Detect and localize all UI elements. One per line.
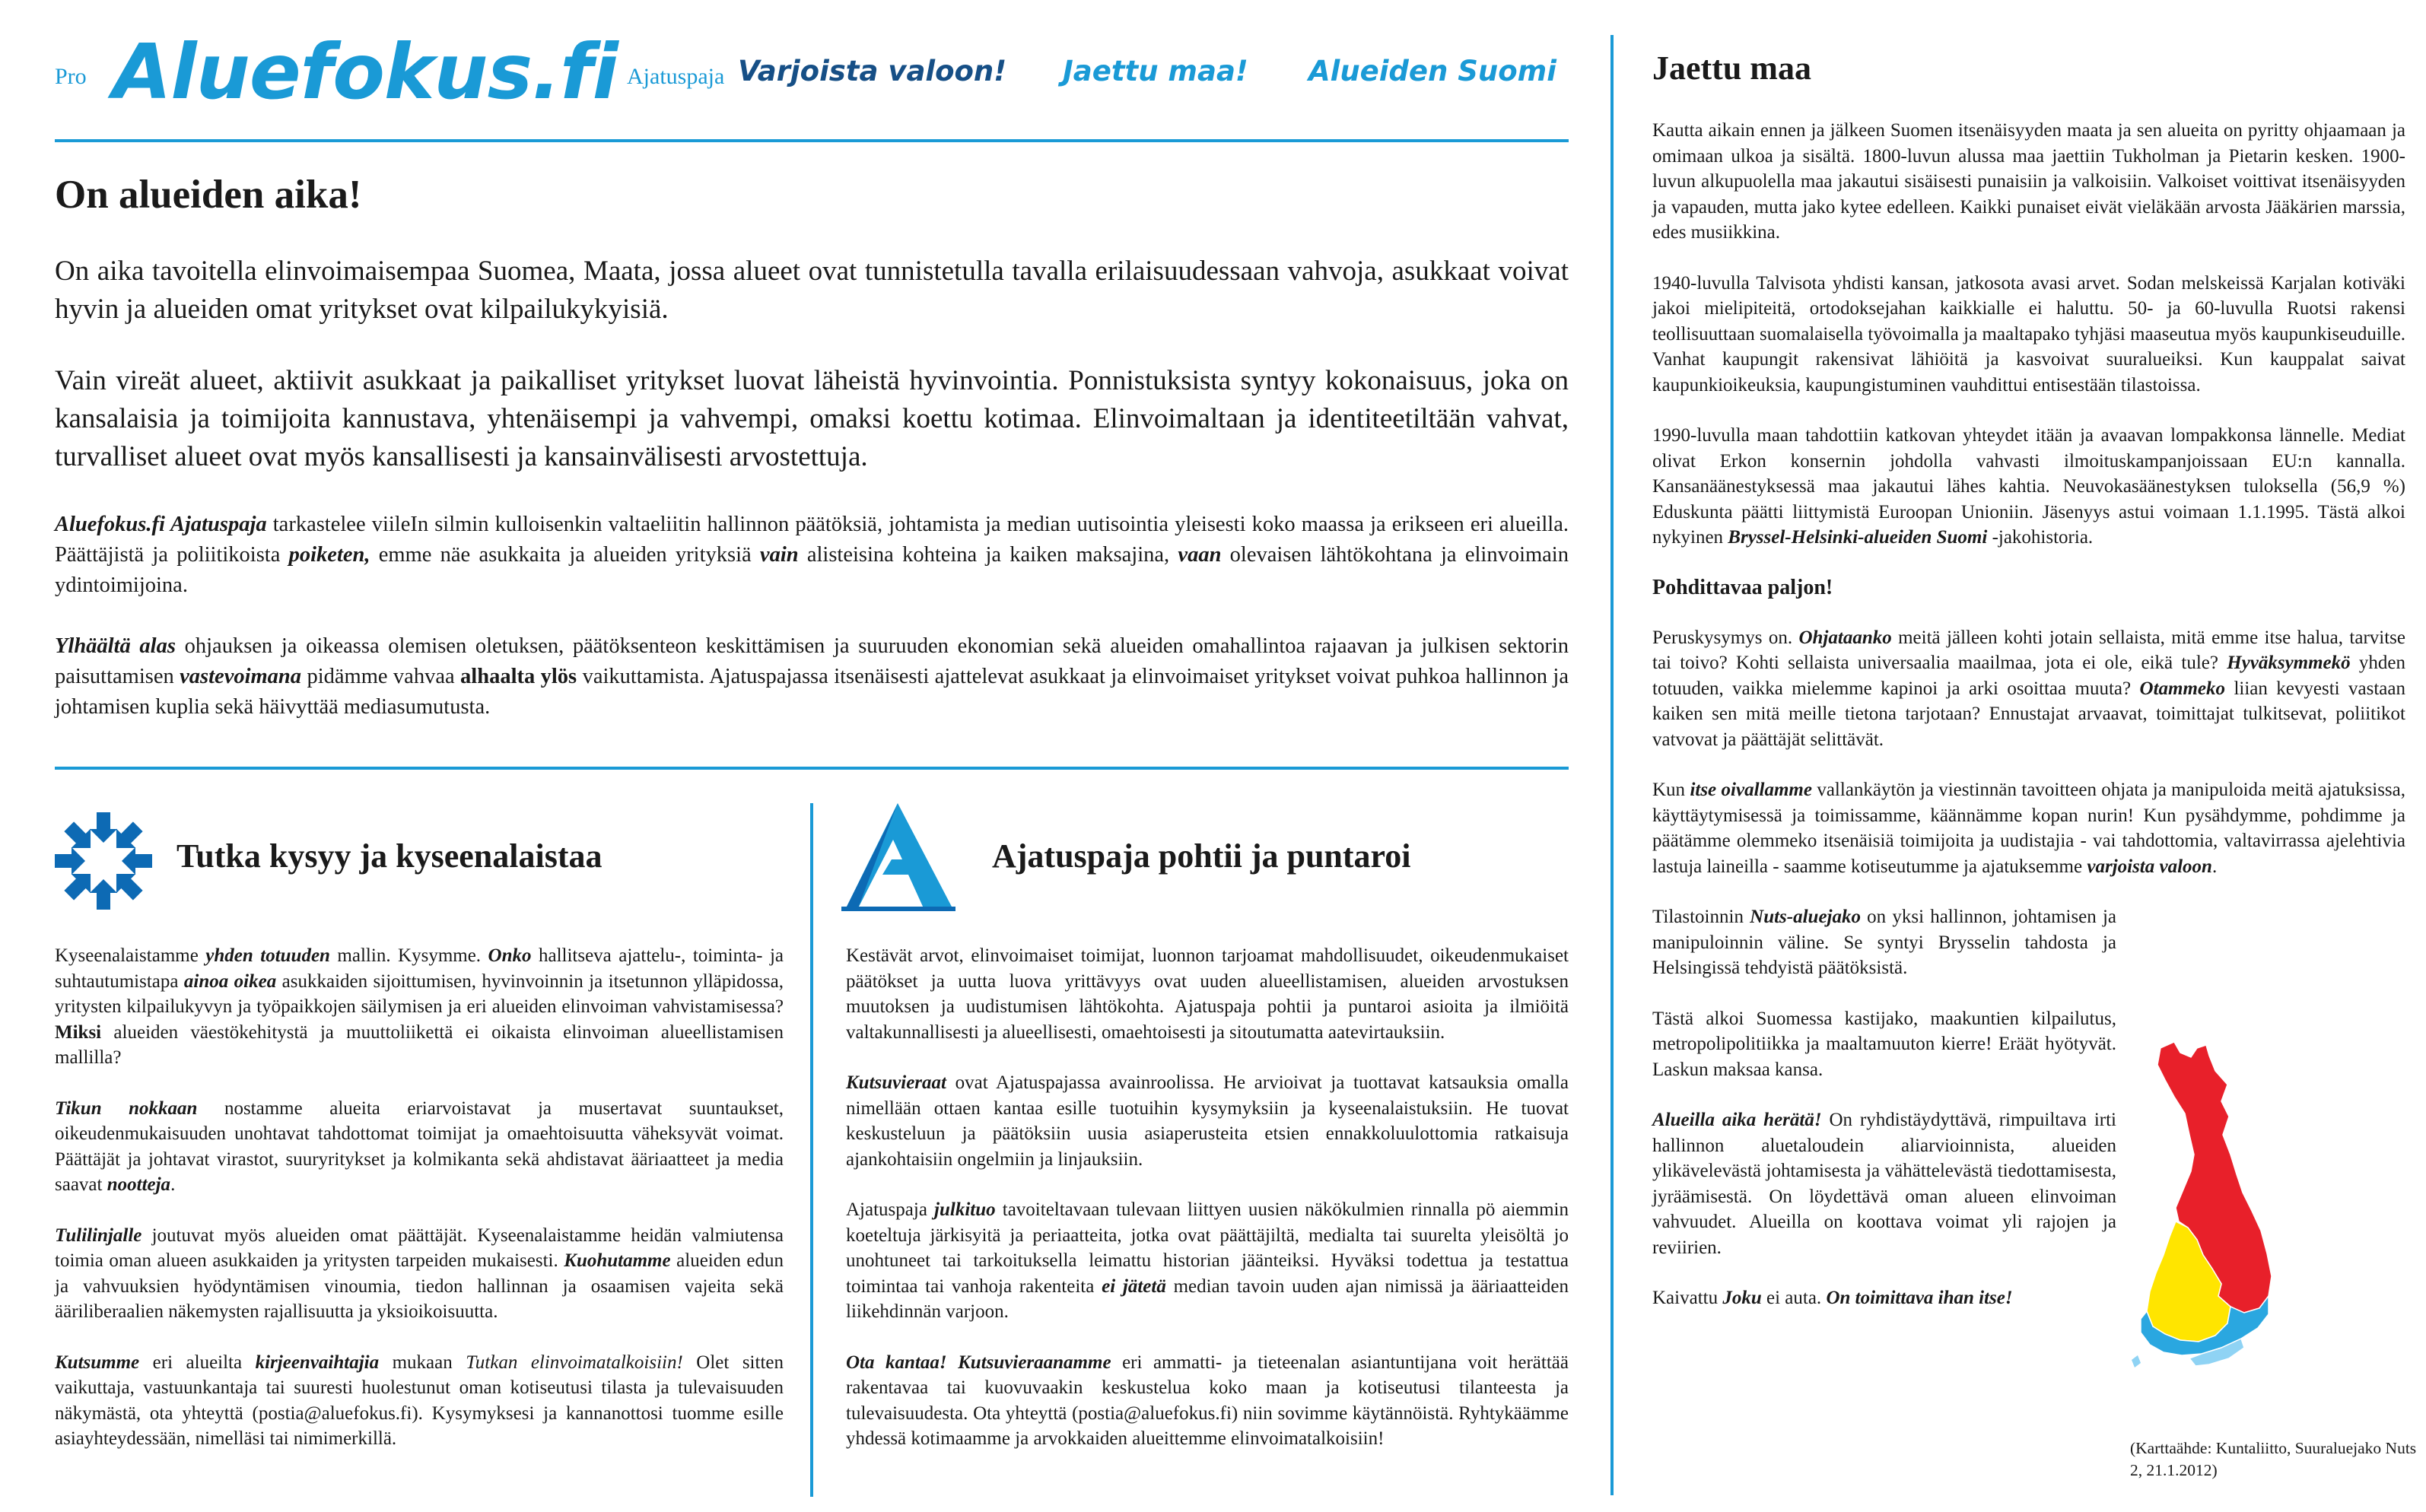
ajatuspaja-column [846, 808, 1569, 1477]
pohdittavaa-heading: Pohdittavaa paljon! [1652, 575, 1833, 599]
ajatuspaja-header [846, 808, 1569, 914]
jaettu-maa-paragraph-4: Peruskysymys on. Ohjataanko meitä jälleen kohti jotain sellaista, mitä emme itse halua, tarvitse tai toivo? Kohti sellaista universaalia maailmaa, jota ei ole, eikä tule? Hyväksymmekö yhden totuuden, vaikka mielemme kapinoi ja arki osoittaa muuta? Otammeko liian kevyesti vastaan kaiken sen mitä meille tietona tarjotaan? Ennustajat arvaavat, toimittajat tulkitsevat, poliitikot vatvovat ja päättäjät selittävät. [1652, 627, 2405, 750]
ajatuspaja-paragraph-1: Kestävät arvot, elinvoimaiset toimijat, luonnon tarjoamat mahdollisuudet, oikeudenmukaiset päätökset ja uutta luova yrittävyys ovat uuden alueellistamisen, alueiden arvostuksen muutoksen ja uudistumisen lähtökohta. Ajatuspaja pohtii ja puntaroi asioita ja ilmiöitä valtakunnallisesti ja alueellisesti, omaehtoisesti ja sitoutumatta aatevirtauksiin. [846, 945, 1569, 1043]
ajatuspaja-paragraph-3: Ajatuspaja julkituo tavoiteltavaan tulevaan liittyen uusien näkökulmien rinnalla pö aiemmin koeteltuja järkisyitä ja periaatteita, jotka ovat päättäjiltä, medialta tai suurelta yleisöltä jo unohtuneet tai tarkoituksella leimattu historian jäänteiksi. Hyväksi todettua ja testattua toimintaa tai vanhoja rakenteita ei jätetä median tavoin uuden ajan nimissä ja ääriaatteiden liikehdinnän varjoon. [846, 1199, 1569, 1322]
intro-paragraph-2: Ylhäältä alas ohjauksen ja oikeassa olemisen oletuksen, päätöksenteon keskittämisen ja suuruuden ekonomian sekä alueiden omahallintoa rajaavan ja julkisen sektorin paisuttamisen vastevoimana pidämme vahvaa alhaalta ylös vaikuttamista. Ajatuspajassa itsenäisesti ajattelevat asukkaat ja elinvoimaiset yritykset voivat puhkoa hallinnon ja johtamisen kuplia sekä häivyttää mediasumutusta. [55, 634, 1569, 719]
map-region-aland [2132, 1355, 2141, 1367]
ajatuspaja-paragraph-2: Kutsuvieraat ovat Ajatuspajassa avainroolissa. He arvioivat ja tuottavat katsauksia omalla nimellään ottaen kantaa esille tuotuihin kysymyksiin ja kyseenalaistuksiin. He tuovat keskusteluun ja päätöksiin uusia asiaperusteita etsien ennakkoluulottomia ratkaisuja ajankohtaisiin ongelmiin ja linjauksiin. [846, 1072, 1569, 1170]
tutka-paragraph-3: Tulilinjalle joutuvat myös alueiden omat päättäjät. Kyseenalaistamme heidän valmiutensa toimia oman alueen asukkaiden ja yritysten tarpeiden mukaisesti. Kuohutamme alueiden edun ja vahvuuksien hyödyntämisen vinoumia, tiedon hallinnan ja osaamisen vajeita sekä ääriliberaalien näkemysten rajallisuutta ja yksioikoisuutta. [55, 1225, 784, 1322]
ajatuspaja-title: Ajatuspaja pohtii ja puntaroi [992, 837, 1411, 875]
tutka-paragraph-4: Kutsumme eri alueilta kirjeenvaihtajia mukaan Tutkan elinvoimatalkoisiin! Olet sitten vaikuttaja, vastuunkantaja tai suuresti huolestunut oman kotiseutusi tilasta ja tulevaisuuden näkymästä, ota yhteyttä (postia@aluefokus.fi). Kysymyksesi ja kannanottosi tuomme esille asiayhteydessään, nimelläsi tai nimimerkillä. [55, 1352, 784, 1449]
logo-prefix: Pro [55, 64, 87, 89]
nav-link-varjoista-valoon[interactable]: Varjoista valoon! [738, 55, 1007, 87]
jaettu-maa-paragraph-2: 1940-luvulla Talvisota yhdisti kansan, jatkosota avasi arvet. Sodan melskeissä Karjalan kotiväki jakoi mielipiteitä, ortodoksejahan kaikkialle ei haluttu. 50- ja 60-luvulla Ruotsi rakensi teollisuuttaan suomalaisella työvoimalla ja maaltapako tyhjäsi maaseutua myös kaupunkiseuduille. Vanhat kaupungit rakensivat lähiöitä ja kasvoivat suuralueiksi. Kun kauppalat saivat kaupunkioikeuksia, kaupungistuminen vauhdittui entisestään tilastoissa. [1652, 272, 2405, 395]
column-divider-right [1610, 35, 1614, 1495]
intro-section [55, 172, 1569, 753]
logo-suffix: Ajatuspaja [627, 64, 725, 89]
page-title: On alueiden aika! [55, 173, 362, 217]
jaettu-maa-paragraph-5: Kun itse oivallamme vallankäytön ja viestinnän tavoitteen ohjata ja manipuloida meitä ajatuksissa, käyttäytymisessä ja toimissamme, käännämme kopan nurin! Kun pysähdymme, pohdimme ja päätämme olemmeko itsenäisiä toimijoita ja uudistajia - vai tahdottomia, valtavirrassa ajelehtivia lastuja laineilla - saamme kotiseutumme ja ajatuksemme varjoista valoon. [1652, 780, 2405, 877]
header-divider [55, 139, 1569, 142]
map-caption: (Karttaähde: Kuntaliitto, Suuraluejako Nuts 2, 21.1.2012) [2130, 1439, 2417, 1479]
site-logo[interactable]: Aluefokus.fi [113, 27, 618, 116]
intro-lead-1: On aika tavoitella elinvoimaisempaa Suomea, Maata, jossa alueet ovat tunnistetulla tavalla erilaisuudessaan vahvoja, asukkaat voivat hyvin ja alueiden omat yritykset ovat kilpailukykyisiä. [55, 256, 1569, 325]
intro-paragraph-1: Aluefokus.fi Ajatuspaja tarkastelee viileIn silmin kulloisenkin valtaeliitin hallinnon päätöksiä, johtamista ja median uutisointia yleisesti koko maassa ja erikseen eri alueilla. Päättäjistä ja poliitikoista poiketen, emme näe asukkaita ja alueiden yrityksiä vain alisteisina kohteina ja kaiken maksajina, vaan olevaisen lähtökohtana ja elinvoimain ydintoimijoina. [55, 513, 1569, 597]
tutka-column [55, 808, 784, 1477]
intro-lead-2: Vain vireät alueet, aktiivit asukkaat ja paikalliset yritykset luovat läheistä hyvinvointia. Ponnistuksista syntyy kokonaisuus, joka on kansalaisia ja toimijoita kannustava, yhtenäisempi ja vahvempi, omaksi koettu kotimaa. Elinvoimaltaan ja identiteetiltään vahvat, turvalliset alueet ovat myös kansallisesti ja kansainvälisesti arvostettuja. [55, 365, 1569, 472]
tutka-title: Tutka kysyy ja kyseenalaistaa [176, 837, 603, 875]
finland-nuts2-map [2130, 1040, 2275, 1421]
tutka-paragraph-2: Tikun nokkaan nostamme alueita eriarvoistavat ja musertavat suuntaukset, oikeudenmukaisuuden unohtavat tahdottomat toimijat ja omaehtoisuutta väheksyvät voimat. Päättäjät ja johtavat virastot, suuryritykset ja kolmikanta sekä ahdistavat ääriaatteet ja media saavat nootteja. [55, 1097, 784, 1195]
nav-link-alueiden-suomi[interactable]: Alueiden Suomi [1308, 55, 1556, 87]
tutka-header [55, 808, 784, 914]
jaettu-maa-paragraph-3: 1990-luvulla maan tahdottiin katkovan yhteydet itään ja avaavan lompakkonsa lännelle. Mediat olivat Erkon konsernin johdolla vahvasti ilmoituskampanjoissaan EU:n kannalla. Kansanäänestyksessä maa jakautui lähes kahtia. Neuvokasäänestyksen tuloksella (56,9 %) Eduskunta päätti liittymistä Euroopan Unioniin. Jäsenyys astui voimaan 1.1.1995. Tästä alkoi nykyinen Bryssel-Helsinki-alueiden Suomi -jakohistoria. [1652, 425, 2405, 548]
jaettu-maa-paragraph-8: Alueilla aika herätä! On ryhdistäydyttävä, rimpuiltava irti hallinnon aluetaloudein aliarvioinnista, alueiden ylikävelevästä johtamisesta ja vähättelevästä tiedottamisesta, jyräämisestä. On löydettävä oman alueen elinvoiman vahvuudet. Alueilla on koottava voimat yli rajojen ja reviirien. [1652, 1110, 2116, 1258]
nav-link-jaettu-maa[interactable]: Jaettu maa! [1063, 55, 1248, 87]
jaettu-maa-paragraph-6: Tilastoinnin Nuts-aluejako on yksi hallinnon, johtamisen ja manipuloinnin väline. Se syntyi Brysselin tahdosta ja Helsingissä tehdyistä päätöksistä. [1652, 907, 2117, 978]
column-divider-mid [810, 803, 813, 1497]
jaettu-maa-title: Jaettu maa [1652, 49, 1811, 87]
letter-a-logo-icon [838, 802, 960, 916]
jaettu-maa-paragraph-9: Kaivattu Joku ei auta. On toimittava ihan itse! [1652, 1288, 2013, 1308]
tutka-paragraph-1: Kyseenalaistamme yhden totuuden mallin. Kysymme. Onko hallitseva ajattelu-, toiminta- ja suhtautumistapa ainoa oikea asukkaiden sijoittumisen, hyvinvoinnin ja itsetunnon ylläpidossa, yritysten kilpailukyvyn ja työpaikkojen säilymisen ja eri alueiden elinvoiman vahvistamisessa? Miksi alueiden väestökehitystä ja muuttoliikettä ei oikaista elinvoiman alueellistamisen mallilla? [55, 945, 784, 1068]
masthead [55, 27, 1569, 116]
ajatuspaja-paragraph-4: Ota kantaa! Kutsuvieraanamme eri ammatti- ja tieteenalan asiantuntijana voit herättää rakentavaa tai kuovuvaakin keskustelua koko maan ja kotiseutusi tilanteesta ja tulevaisuudesta. Ota yhteyttä (postia@aluefokus.fi) niin sovimme käytännöistä. Ryhtykäämme yhdessä kotimaamme ja arvokkaiden alueittemme elinvoimatalkoisiin! [846, 1352, 1569, 1449]
radar-arrows-icon [50, 808, 157, 914]
jaettu-maa-paragraph-7: Tästä alkoi Suomessa kastijako, maakuntien kilpailutus, metropolipolitiikka ja maaltamuuton kierre! Eräät hyötyvät. Laskun maksaa kansa. [1652, 1008, 2116, 1080]
jaettu-maa-column [1652, 49, 2405, 1336]
intro-divider [55, 767, 1569, 770]
jaettu-maa-paragraph-1: Kautta aikain ennen ja jälkeen Suomen itsenäisyyden maata ja sen alueita on pyritty ohjaamaan ja omimaan ulkoa ja sisältä. 1800-luvun alussa maa jaettiin Tukholman ja Pietarin kesken. 1900-luvun alkupuolella maa jakautui sisäisesti punaisiin ja valkoisiin. Valkoiset voittivat itsenäisyyden ja vapauden, mutta jako kytee edelleen. Kaikki punaiset eivät vieläkään arvosta Jääkärien marssia, edes musiikkina. [1652, 120, 2405, 243]
